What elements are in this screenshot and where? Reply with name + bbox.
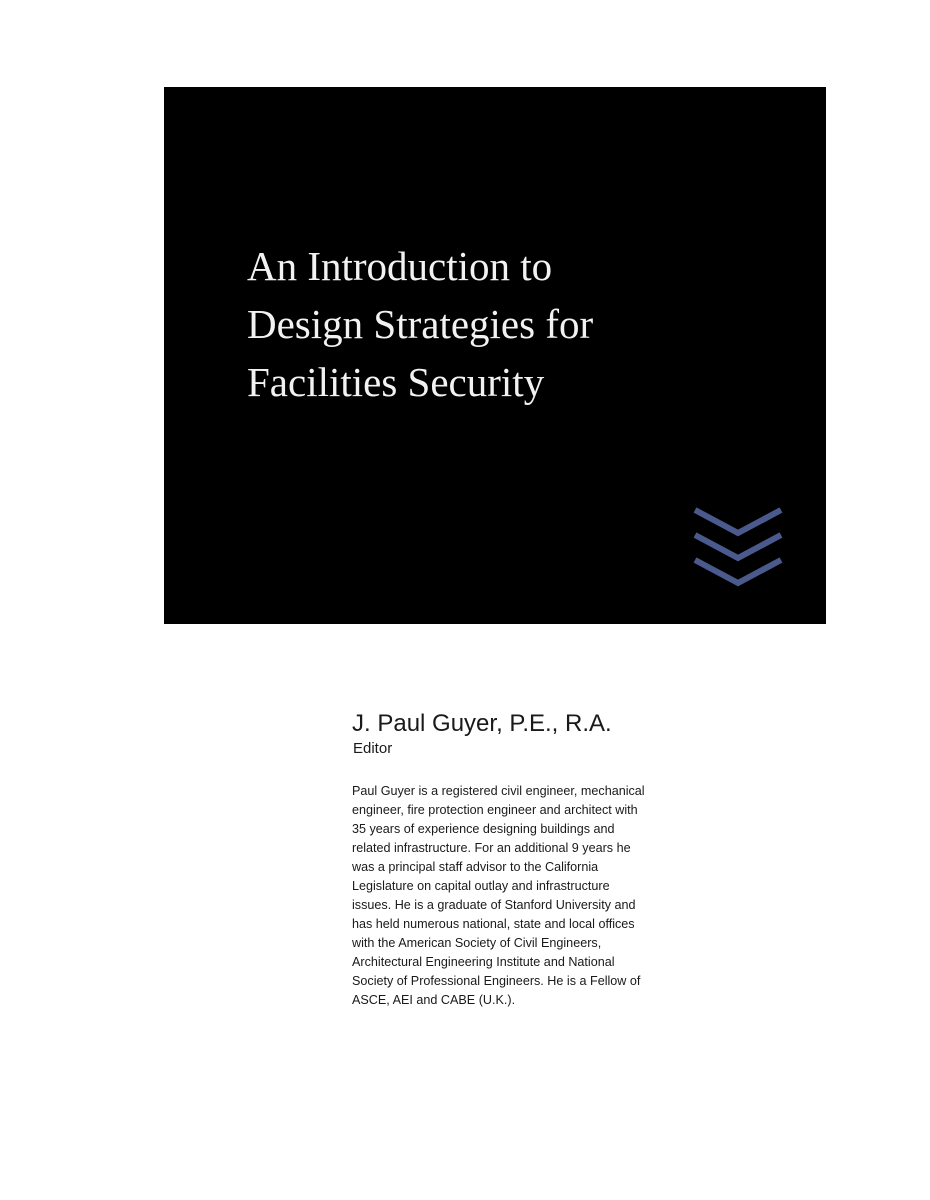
bio-line: Architectural Engineering Institute and National: [352, 955, 615, 969]
bio-line: Paul Guyer is a registered civil engineer, mechanical: [352, 784, 645, 798]
bio-line: has held numerous national, state and local offices: [352, 917, 635, 931]
bio-line: related infrastructure. For an additional 9 years he: [352, 841, 631, 855]
triple-chevron-down-icon: [692, 505, 784, 589]
bio-line: issues. He is a graduate of Stanford University and: [352, 898, 636, 912]
title-line: An Introduction to: [247, 243, 553, 289]
cover-panel: [164, 87, 826, 624]
bio-line: 35 years of experience designing buildings and: [352, 822, 615, 836]
book-title: [247, 237, 767, 411]
title-line: Design Strategies for: [247, 301, 594, 347]
bio-line: Legislature on capital outlay and infrastructure: [352, 879, 610, 893]
title-line: Facilities Security: [247, 359, 545, 405]
author-role: Editor: [353, 740, 393, 757]
author-bio: [352, 782, 744, 1010]
bio-line: was a principal staff advisor to the California: [352, 860, 599, 874]
bio-line: ASCE, AEI and CABE (U.K.).: [352, 993, 516, 1007]
bio-line: with the American Society of Civil Engineers,: [352, 936, 602, 950]
bio-line: Society of Professional Engineers. He is a Fellow of: [352, 974, 641, 988]
bio-line: engineer, fire protection engineer and architect with: [352, 803, 638, 817]
author-name: J. Paul Guyer, P.E., R.A.: [352, 710, 612, 737]
